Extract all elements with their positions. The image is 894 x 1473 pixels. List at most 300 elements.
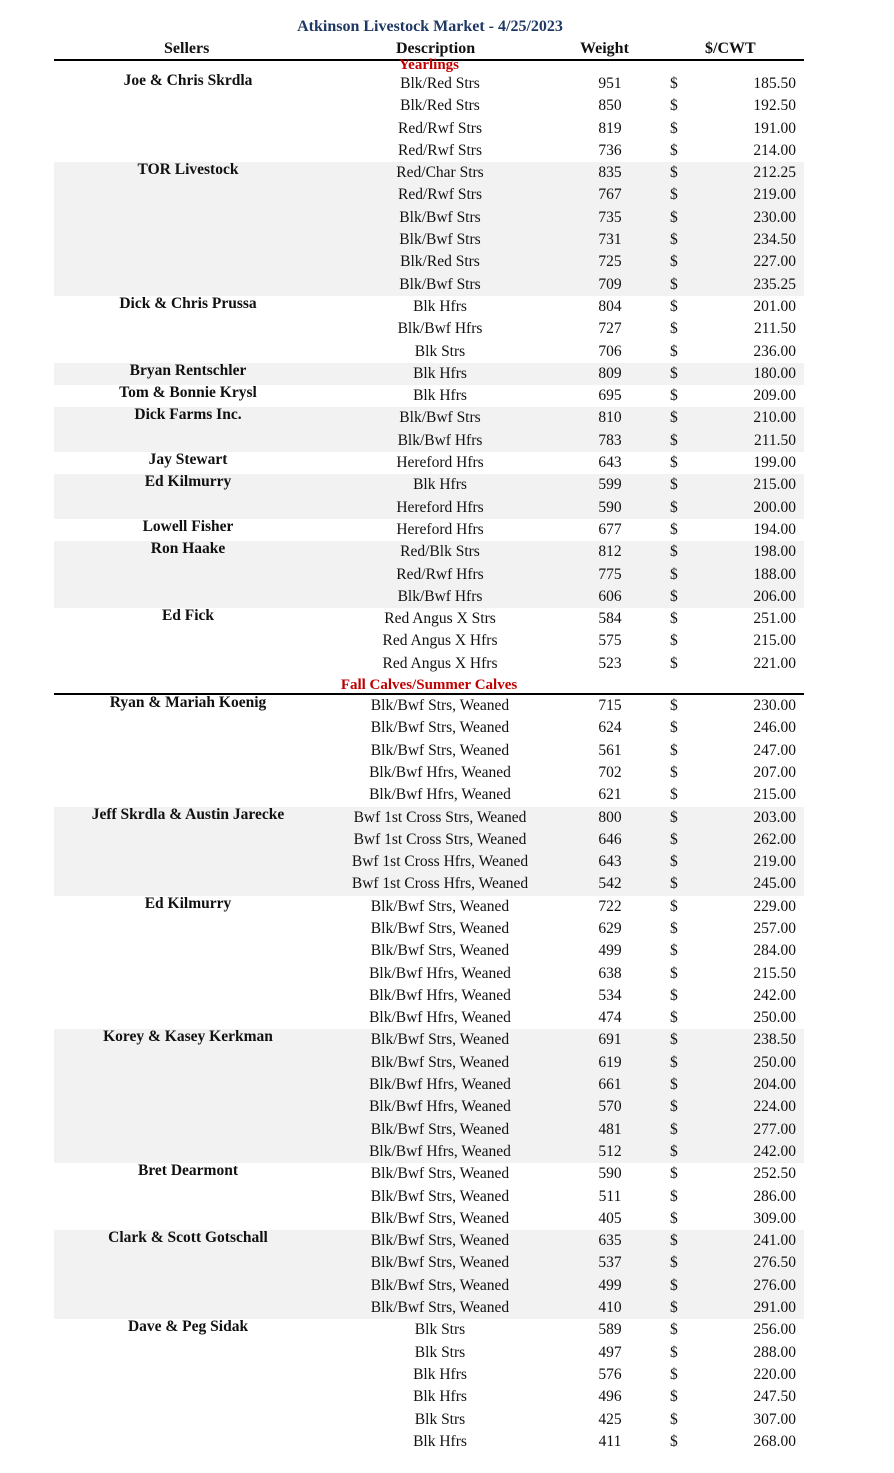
price-cell: 247.00 [753,741,796,759]
currency-symbol: $ [670,610,678,628]
currency-symbol: $ [670,1053,678,1071]
price-cell: 230.00 [753,697,796,715]
table-row [54,1163,804,1185]
currency-symbol: $ [670,808,678,826]
seller-group [54,162,804,296]
price-cell: 221.00 [753,654,796,672]
seller-group [54,695,804,806]
description-cell: Red/Rwf Hfrs [396,565,484,583]
price-cell: 224.00 [753,1098,796,1116]
description-cell: Blk Strs [414,1321,466,1339]
description-cell: Blk/Bwf Hfrs, Weaned [369,1142,511,1160]
description-cell: Hereford Hfrs [396,520,484,538]
table-row [54,1275,804,1297]
currency-symbol: $ [670,1410,678,1428]
price-cell: 215.50 [753,964,796,982]
seller-name: Joe & Chris Skrdla [123,72,253,89]
seller-name: Bret Dearmont [137,1162,238,1180]
price-cell: 247.50 [753,1388,796,1406]
weight-cell: 511 [598,1187,622,1205]
table-row [54,1186,804,1208]
description-cell: Blk Strs [414,1343,466,1361]
table-row [54,1386,804,1408]
table-row [54,1074,804,1096]
currency-symbol: $ [670,1343,678,1361]
currency-symbol: $ [670,387,678,405]
description-cell: Blk/Bwf Strs, Weaned [370,897,510,915]
weight-cell: 809 [598,364,622,382]
price-cell: 284.00 [753,942,796,960]
currency-symbol: $ [670,476,678,494]
currency-symbol: $ [670,1098,678,1116]
weight-cell: 584 [598,610,622,628]
description-cell: Blk/Bwf Hfrs, Weaned [369,986,511,1004]
currency-symbol: $ [670,763,678,781]
weight-cell: 590 [598,498,622,516]
weight-cell: 512 [598,1142,622,1160]
description-cell: Blk/Bwf Strs, Weaned [370,697,510,715]
weight-cell: 589 [598,1321,622,1339]
currency-symbol: $ [670,632,678,650]
table-row [54,564,804,586]
price-cell: 219.00 [753,853,796,871]
price-cell: 268.00 [753,1432,796,1450]
table-row [54,653,804,675]
price-cell: 207.00 [753,763,796,781]
currency-symbol: $ [670,897,678,915]
table-row [54,807,804,829]
weight-cell: 624 [598,719,622,737]
description-cell: Hereford Hfrs [396,498,484,516]
price-cell: 211.50 [753,320,796,338]
currency-symbol: $ [670,320,678,338]
price-cell: 212.25 [753,164,796,182]
weight-cell: 635 [598,1232,622,1250]
table-row [54,1342,804,1364]
currency-symbol: $ [670,97,678,115]
price-cell: 220.00 [753,1365,796,1383]
table-row [54,608,804,630]
page-title: Atkinson Livestock Market - 4/25/2023 [297,18,563,35]
price-cell: 210.00 [753,409,796,427]
weight-cell: 411 [598,1432,622,1450]
description-cell: Blk Hfrs [413,297,467,315]
currency-symbol: $ [670,1209,678,1227]
weight-cell: 695 [598,387,622,405]
weight-cell: 619 [598,1053,622,1071]
price-cell: 288.00 [753,1343,796,1361]
weight-cell: 715 [598,697,622,715]
description-cell: Blk Hfrs [413,1432,467,1450]
currency-symbol: $ [670,364,678,382]
table-row [54,162,804,184]
weight-cell: 677 [598,520,622,538]
description-cell: Blk/Bwf Strs, Weaned [370,1276,510,1294]
description-cell: Blk/Bwf Strs, Weaned [370,1209,510,1227]
currency-symbol: $ [670,830,678,848]
table-row [54,1230,804,1252]
price-cell: 276.50 [753,1254,796,1272]
price-cell: 277.00 [753,1120,796,1138]
table-row [54,73,804,95]
description-cell: Blk Hfrs [413,476,467,494]
seller-group [54,1029,804,1163]
currency-symbol: $ [670,1232,678,1250]
price-cell: 211.50 [753,431,796,449]
table-row [54,207,804,229]
seller-group [54,407,804,452]
description-cell: Blk/Bwf Strs, Weaned [370,719,510,737]
seller-group [54,1319,804,1453]
table-row [54,762,804,784]
seller-name: Korey & Kasey Kerkman [103,1028,273,1046]
description-cell: Red/Blk Strs [400,543,480,561]
price-cell: 215.00 [753,632,796,650]
description-cell: Blk Hfrs [413,364,467,382]
weight-cell: 767 [598,186,622,204]
table-row [54,940,804,962]
table-row [54,1052,804,1074]
weight-cell: 722 [598,897,622,915]
seller-name: Dave & Peg Sidak [127,1318,249,1336]
seller-group [54,1230,804,1319]
price-header: $/CWT [705,40,756,57]
seller-name: Lowell Fisher [142,517,234,535]
price-cell: 309.00 [753,1209,796,1227]
currency-symbol: $ [670,1187,678,1205]
currency-symbol: $ [670,141,678,159]
description-cell: Red/Rwf Strs [398,186,482,204]
price-cell: 242.00 [753,1142,796,1160]
table-row [54,695,804,717]
description-cell: Blk/Bwf Hfrs, Weaned [369,1009,511,1027]
description-cell: Blk/Red Strs [400,75,480,92]
table-row [54,184,804,206]
seller-group [54,807,804,896]
currency-symbol: $ [670,1299,678,1317]
weight-cell: 599 [598,476,622,494]
currency-symbol: $ [670,75,678,92]
weight-cell: 570 [598,1098,622,1116]
price-cell: 230.00 [753,208,796,226]
price-cell: 188.00 [753,565,796,583]
seller-name: Ryan & Mariah Koenig [109,694,267,712]
price-cell: 276.00 [753,1276,796,1294]
seller-name: Tom & Bonnie Krysl [119,384,257,402]
weight-cell: 951 [598,75,622,92]
description-cell: Red/Rwf Strs [398,119,482,137]
seller-group [54,296,804,363]
description-cell: Blk/Bwf Strs, Weaned [370,741,510,759]
currency-symbol: $ [670,1365,678,1383]
price-cell: 219.00 [753,186,796,204]
currency-symbol: $ [670,253,678,271]
table-row [54,1119,804,1141]
description-cell: Blk/Bwf Strs, Weaned [370,1299,510,1317]
description-cell: Blk Strs [414,342,466,360]
currency-symbol: $ [670,565,678,583]
description-cell: Red Angus X Strs [384,610,496,628]
seller-name: Ron Haake [150,540,226,558]
description-cell: Blk/Bwf Strs, Weaned [370,1053,510,1071]
seller-name: Dick & Chris Prussa [119,294,257,312]
table-row [54,985,804,1007]
weight-cell: 561 [598,741,622,759]
weight-cell: 621 [598,786,622,804]
seller-name: Dick Farms Inc. [134,406,242,424]
weight-cell: 405 [598,1209,622,1227]
table-row [54,474,804,496]
description-cell: Blk/Bwf Strs, Weaned [370,942,510,960]
price-cell: 215.00 [753,786,796,804]
currency-symbol: $ [670,1276,678,1294]
weight-cell: 499 [598,942,622,960]
currency-symbol: $ [670,431,678,449]
description-cell: Bwf 1st Cross Hfrs, Weaned [351,853,529,871]
weight-cell: 731 [598,231,622,249]
price-cell: 194.00 [753,520,796,538]
price-cell: 206.00 [753,587,796,605]
currency-symbol: $ [670,119,678,137]
description-cell: Blk/Red Strs [400,253,480,271]
weight-cell: 523 [598,654,622,672]
currency-symbol: $ [670,1031,678,1049]
table-row [54,118,804,140]
description-cell: Blk/Bwf Strs, Weaned [370,1031,510,1049]
price-cell: 234.50 [753,231,796,249]
price-cell: 250.00 [753,1053,796,1071]
currency-symbol: $ [670,498,678,516]
weight-cell: 706 [598,342,622,360]
weight-cell: 496 [598,1388,622,1406]
description-cell: Blk/Bwf Hfrs, Weaned [369,763,511,781]
currency-symbol: $ [670,654,678,672]
weight-cell: 835 [598,164,622,182]
table-row [54,296,804,318]
table-row [54,630,804,652]
table-row [54,740,804,762]
currency-symbol: $ [670,964,678,982]
description-cell: Blk/Bwf Strs [399,208,481,226]
price-cell: 192.50 [753,97,796,115]
weight-cell: 646 [598,830,622,848]
price-cell: 235.25 [753,275,796,293]
currency-symbol: $ [670,1165,678,1183]
currency-symbol: $ [670,697,678,715]
description-cell: Blk/Bwf Strs [399,409,481,427]
price-cell: 246.00 [753,719,796,737]
description-cell: Blk/Bwf Hfrs [397,431,483,449]
weight-cell: 575 [598,632,622,650]
weight-cell: 850 [598,97,622,115]
price-cell: 262.00 [753,830,796,848]
weight-cell: 576 [598,1365,622,1383]
description-cell: Blk/Bwf Strs [399,275,481,293]
price-cell: 257.00 [753,919,796,937]
weight-cell: 691 [598,1031,622,1049]
weight-cell: 804 [598,297,622,315]
price-cell: 199.00 [753,454,796,472]
table-row [54,717,804,739]
table-row [54,963,804,985]
description-header: Description [396,40,476,57]
seller-group [54,73,804,162]
weight-cell: 800 [598,808,622,826]
weight-cell: 643 [598,853,622,871]
weight-cell: 643 [598,454,622,472]
description-cell: Hereford Hfrs [396,454,484,472]
price-cell: 251.00 [753,610,796,628]
table-row [54,95,804,117]
currency-symbol: $ [670,231,678,249]
sellers-header: Sellers [164,40,210,57]
description-cell: Blk/Bwf Hfrs, Weaned [369,1098,511,1116]
price-cell: 227.00 [753,253,796,271]
weight-cell: 534 [598,986,622,1004]
seller-name: Ed Kilmurry [144,473,232,491]
currency-symbol: $ [670,1076,678,1094]
currency-symbol: $ [670,1432,678,1450]
seller-name: TOR Livestock [137,161,239,179]
price-cell: 238.50 [753,1031,796,1049]
weight-cell: 537 [598,1254,622,1272]
description-cell: Red Angus X Hfrs [382,654,498,672]
price-cell: 215.00 [753,476,796,494]
price-cell: 252.50 [753,1165,796,1183]
table-row [54,896,804,918]
price-cell: 201.00 [753,297,796,315]
price-cell: 229.00 [753,897,796,915]
currency-symbol: $ [670,543,678,561]
weight-cell: 638 [598,964,622,982]
currency-symbol: $ [670,275,678,293]
currency-symbol: $ [670,409,678,427]
currency-symbol: $ [670,186,678,204]
weight-cell: 661 [598,1076,622,1094]
weight-cell: 783 [598,431,622,449]
weight-cell: 727 [598,320,622,338]
description-cell: Blk/Bwf Strs [399,231,481,249]
description-cell: Red/Rwf Strs [398,141,482,159]
table-row [54,1319,804,1341]
table-row [54,318,804,340]
seller-group [54,541,804,608]
weight-header: Weight [580,40,629,57]
weight-cell: 709 [598,275,622,293]
price-cell: 286.00 [753,1187,796,1205]
price-cell: 191.00 [753,119,796,137]
description-cell: Blk/Bwf Hfrs, Weaned [369,786,511,804]
price-cell: 291.00 [753,1299,796,1317]
price-cell: 214.00 [753,141,796,159]
price-cell: 204.00 [753,1076,796,1094]
seller-group [54,1163,804,1230]
seller-group [54,896,804,1030]
seller-name: Ed Kilmurry [144,894,232,912]
seller-group [54,608,804,675]
section-label: Fall Calves/Summer Calves [340,677,518,694]
description-cell: Bwf 1st Cross Hfrs, Weaned [351,875,529,893]
description-cell: Blk/Bwf Strs, Weaned [370,1232,510,1250]
weight-cell: 812 [598,543,622,561]
description-cell: Blk/Red Strs [400,97,480,115]
description-cell: Blk/Bwf Strs, Weaned [370,1120,510,1138]
seller-name: Jeff Skrdla & Austin Jarecke [91,805,285,823]
currency-symbol: $ [670,297,678,315]
weight-cell: 590 [598,1165,622,1183]
weight-cell: 499 [598,1276,622,1294]
weight-cell: 736 [598,141,622,159]
table-row [54,407,804,429]
price-cell: 209.00 [753,387,796,405]
price-cell: 198.00 [753,543,796,561]
price-cell: 180.00 [753,364,796,382]
weight-cell: 497 [598,1343,622,1361]
description-cell: Blk/Bwf Hfrs [397,587,483,605]
currency-symbol: $ [670,1321,678,1339]
sales-table [54,55,804,1453]
table-row [54,918,804,940]
currency-symbol: $ [670,208,678,226]
description-cell: Bwf 1st Cross Strs, Weaned [353,808,527,826]
price-cell: 236.00 [753,342,796,360]
description-cell: Blk Strs [414,1410,466,1428]
table-row [54,851,804,873]
table-row [54,1364,804,1386]
weight-cell: 410 [598,1299,622,1317]
seller-name: Clark & Scott Gotschall [108,1229,268,1247]
currency-symbol: $ [670,1120,678,1138]
description-cell: Blk/Bwf Strs, Weaned [370,919,510,937]
description-cell: Blk/Bwf Strs, Weaned [370,1165,510,1183]
currency-symbol: $ [670,1254,678,1272]
currency-symbol: $ [670,875,678,893]
currency-symbol: $ [670,454,678,472]
currency-symbol: $ [670,741,678,759]
currency-symbol: $ [670,986,678,1004]
section-label: Yearlings [399,57,459,73]
table-row [54,1431,804,1453]
price-cell: 242.00 [753,986,796,1004]
weight-cell: 425 [598,1410,622,1428]
price-cell: 256.00 [753,1321,796,1339]
description-cell: Bwf 1st Cross Strs, Weaned [353,830,527,848]
currency-symbol: $ [670,1142,678,1160]
price-cell: 185.50 [753,75,796,92]
price-cell: 241.00 [753,1232,796,1250]
currency-symbol: $ [670,942,678,960]
currency-symbol: $ [670,164,678,182]
weight-cell: 474 [598,1009,622,1027]
description-cell: Blk Hfrs [413,1365,467,1383]
weight-cell: 606 [598,587,622,605]
description-cell: Blk/Bwf Strs, Weaned [370,1187,510,1205]
seller-name: Ed Fick [161,607,215,625]
weight-cell: 481 [598,1120,622,1138]
table-row [54,1029,804,1051]
weight-cell: 725 [598,253,622,271]
currency-symbol: $ [670,1009,678,1027]
description-cell: Red Angus X Hfrs [382,632,498,650]
description-cell: Red/Char Strs [396,164,484,182]
weight-cell: 819 [598,119,622,137]
seller-group [54,474,804,519]
seller-name: Jay Stewart [148,451,228,469]
table-row [54,229,804,251]
weight-cell: 735 [598,208,622,226]
seller-name: Bryan Rentschler [129,361,247,379]
currency-symbol: $ [670,520,678,538]
